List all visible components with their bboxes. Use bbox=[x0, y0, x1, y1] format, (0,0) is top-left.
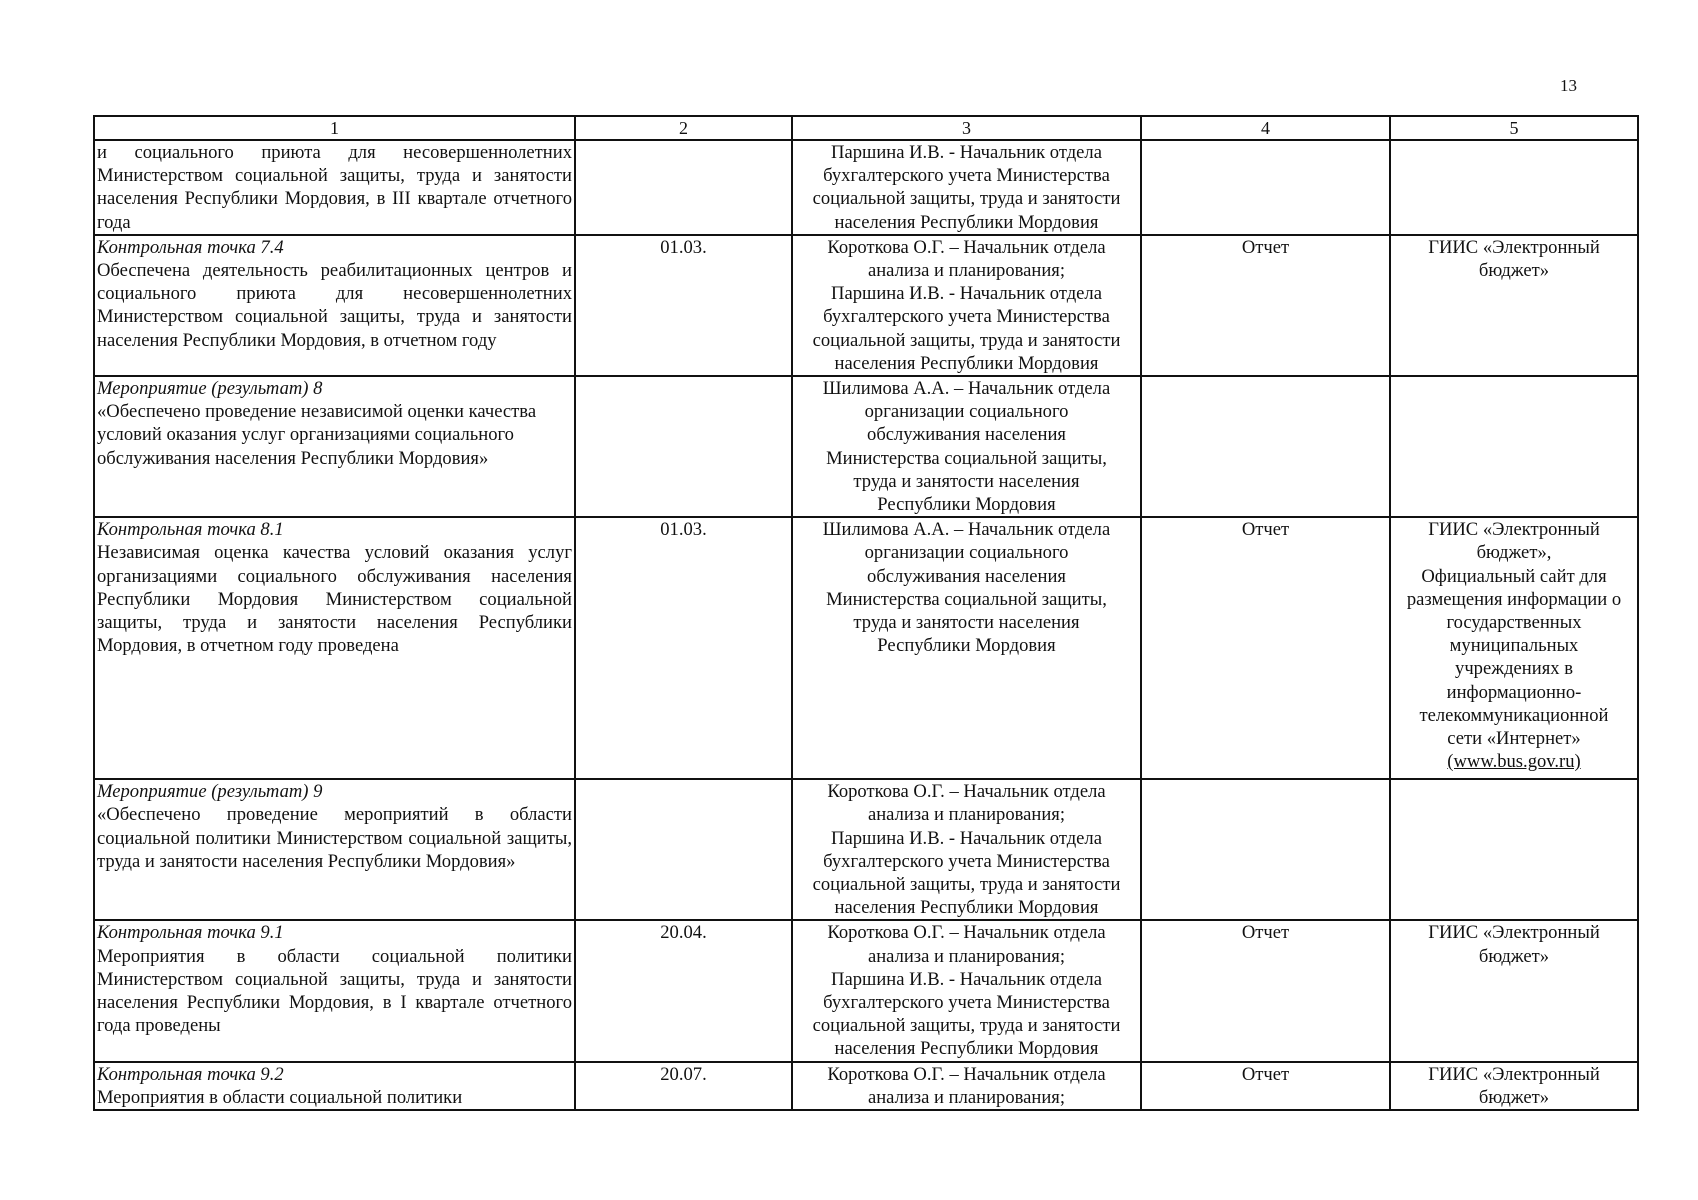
table-row bbox=[94, 517, 1638, 779]
responsible-line: социальной защиты, труда и занятости bbox=[812, 874, 1121, 896]
responsible-line: Короткова О.Г. – Начальник отдела bbox=[827, 781, 1106, 803]
responsible-line: Паршина И.В. - Начальник отдела bbox=[831, 283, 1102, 305]
responsible-line: обслуживания населения bbox=[867, 565, 1066, 587]
event-label: Мероприятие (результат) 8 bbox=[97, 378, 323, 400]
event-cell bbox=[94, 920, 575, 1061]
date-cell: 20.04. bbox=[575, 920, 792, 1061]
system-line: бюджет» bbox=[1478, 945, 1550, 967]
responsible-line: Паршина И.В. - Начальник отдела bbox=[831, 968, 1102, 990]
document-cell: Отчет bbox=[1141, 1062, 1390, 1110]
event-cell bbox=[94, 1062, 575, 1110]
control-points-table bbox=[93, 115, 1639, 1111]
system-cell bbox=[1390, 376, 1638, 517]
system-line: бюджет» bbox=[1478, 260, 1550, 282]
system-cell bbox=[1390, 235, 1638, 376]
event-description: Обеспечена деятельность реабилитационных центров и социального приюта для несовершеннолетних Министерством социальной защиты, труда и занятости населения Республики Мордовия, в отчетном году bbox=[97, 260, 572, 351]
column-header-1: 1 bbox=[94, 116, 575, 140]
table-row bbox=[94, 376, 1638, 517]
document-cell bbox=[1141, 140, 1390, 235]
date-cell: 20.07. bbox=[575, 1062, 792, 1110]
system-line: ГИИС «Электронный bbox=[1428, 922, 1600, 944]
responsible-line: Паршина И.В. - Начальник отдела bbox=[831, 827, 1102, 849]
responsible-line: Паршина И.В. - Начальник отдела bbox=[831, 142, 1102, 163]
event-description: Мероприятия в области социальной политики bbox=[97, 1086, 463, 1108]
responsible-cell bbox=[792, 376, 1141, 517]
system-line: информационно- bbox=[1446, 681, 1582, 703]
event-description: и социального приюта для несовершеннолетних Министерством социальной защиты, труда и занятости населения Республики Мордовия, в III квартале отчетного года bbox=[97, 142, 572, 233]
responsible-line: Короткова О.Г. – Начальник отдела bbox=[827, 236, 1106, 258]
date-cell bbox=[575, 779, 792, 920]
system-cell bbox=[1390, 140, 1638, 235]
event-label: Мероприятие (результат) 9 bbox=[97, 781, 323, 803]
responsible-line: обслуживания населения bbox=[867, 424, 1066, 446]
table-row bbox=[94, 920, 1638, 1061]
responsible-cell bbox=[792, 920, 1141, 1061]
event-description: Независимая оценка качества условий оказания услуг организациями социального обслуживания населения Республики Мордовия Министерством социальной защиты, труда и занятости населения Республики Мордовия, в отчетном году проведена bbox=[97, 542, 572, 657]
event-description: Мероприятия в области социальной политики Министерством социальной защиты, труда и занятости населения Республики Мордовия, в I квартале отчетного года проведены bbox=[97, 945, 572, 1037]
table-row bbox=[94, 235, 1638, 376]
responsible-line: труда и занятости населения bbox=[853, 612, 1080, 634]
document-cell bbox=[1141, 376, 1390, 517]
event-cell bbox=[94, 235, 575, 376]
responsible-line: населения Республики Мордовия bbox=[834, 211, 1099, 233]
system-line: бюджет», bbox=[1476, 542, 1552, 564]
table-header-row bbox=[94, 116, 1638, 140]
column-header-2: 2 bbox=[575, 116, 792, 140]
responsible-line: населения Республики Мордовия bbox=[834, 1038, 1099, 1060]
system-line: бюджет» bbox=[1478, 1086, 1550, 1108]
system-line: государственных bbox=[1446, 612, 1582, 634]
document-cell: Отчет bbox=[1141, 920, 1390, 1061]
responsible-line: Шилимова А.А. – Начальник отдела bbox=[822, 378, 1111, 400]
table-row bbox=[94, 779, 1638, 920]
control-point-label: Контрольная точка 9.1 bbox=[97, 922, 284, 944]
bus-gov-link[interactable]: (www.bus.gov.ru) bbox=[1447, 751, 1581, 773]
event-description: «Обеспечено проведение независимой оценки качества условий оказания услуг организациями социального обслуживания населения Республики Мордовия» bbox=[97, 401, 537, 469]
column-header-5: 5 bbox=[1390, 116, 1638, 140]
responsible-line: бухгалтерского учета Министерства bbox=[823, 850, 1110, 872]
responsible-line: населения Республики Мордовия bbox=[834, 897, 1099, 919]
responsible-cell bbox=[792, 235, 1141, 376]
responsible-line: Шилимова А.А. – Начальник отдела bbox=[822, 519, 1111, 541]
event-cell bbox=[94, 779, 575, 920]
system-line: Официальный сайт для bbox=[1421, 565, 1607, 587]
responsible-line: Короткова О.Г. – Начальник отдела bbox=[827, 922, 1106, 944]
responsible-line: труда и занятости населения bbox=[853, 470, 1080, 492]
responsible-line: бухгалтерского учета Министерства bbox=[823, 992, 1110, 1014]
control-point-label: Контрольная точка 7.4 bbox=[97, 236, 284, 258]
responsible-line: социальной защиты, труда и занятости bbox=[812, 1015, 1121, 1037]
date-cell: 01.03. bbox=[575, 517, 792, 779]
control-point-label: Контрольная точка 9.2 bbox=[97, 1063, 284, 1085]
system-cell bbox=[1390, 920, 1638, 1061]
responsible-line: Республики Мордовия bbox=[877, 635, 1056, 657]
document-cell: Отчет bbox=[1141, 517, 1390, 779]
table-row bbox=[94, 140, 1638, 235]
event-cell bbox=[94, 517, 575, 779]
date-cell: 01.03. bbox=[575, 235, 792, 376]
responsible-line: бухгалтерского учета Министерства bbox=[823, 165, 1110, 187]
responsible-line: социальной защиты, труда и занятости bbox=[812, 188, 1121, 210]
table-row bbox=[94, 1062, 1638, 1110]
responsible-line: бухгалтерского учета Министерства bbox=[823, 306, 1110, 328]
system-line: ГИИС «Электронный bbox=[1428, 236, 1600, 258]
responsible-line: населения Республики Мордовия bbox=[834, 352, 1099, 374]
system-line: телекоммуникационной bbox=[1419, 704, 1609, 726]
responsible-cell bbox=[792, 1062, 1141, 1110]
column-header-4: 4 bbox=[1141, 116, 1390, 140]
responsible-line: анализа и планирования; bbox=[867, 804, 1066, 826]
document-cell: Отчет bbox=[1141, 235, 1390, 376]
responsible-cell bbox=[792, 779, 1141, 920]
system-cell bbox=[1390, 1062, 1638, 1110]
system-line: ГИИС «Электронный bbox=[1428, 519, 1600, 541]
event-cell bbox=[94, 376, 575, 517]
system-line: сети «Интернет» bbox=[1447, 728, 1581, 750]
column-header-3: 3 bbox=[792, 116, 1141, 140]
responsible-cell bbox=[792, 517, 1141, 779]
system-line: учреждениях в bbox=[1455, 658, 1573, 680]
event-cell bbox=[94, 140, 575, 235]
control-point-label: Контрольная точка 8.1 bbox=[97, 519, 284, 541]
system-line: муниципальных bbox=[1449, 635, 1579, 657]
page-number: 13 bbox=[1560, 76, 1577, 95]
system-cell bbox=[1390, 779, 1638, 920]
responsible-line: Министерства социальной защиты, bbox=[826, 447, 1107, 469]
responsible-cell bbox=[792, 140, 1141, 235]
responsible-line: анализа и планирования; bbox=[867, 260, 1066, 282]
date-cell bbox=[575, 140, 792, 235]
date-cell bbox=[575, 376, 792, 517]
document-cell bbox=[1141, 779, 1390, 920]
responsible-line: Короткова О.Г. – Начальник отдела bbox=[827, 1063, 1106, 1085]
responsible-line: организации социального bbox=[864, 542, 1069, 564]
event-description: «Обеспечено проведение мероприятий в области социальной политики Министерством социальной защиты, труда и занятости населения Республики Мордовия» bbox=[97, 804, 572, 872]
responsible-line: Министерства социальной защиты, bbox=[826, 588, 1107, 610]
responsible-line: организации социального bbox=[864, 401, 1069, 423]
responsible-line: Республики Мордовия bbox=[877, 494, 1056, 516]
system-line: ГИИС «Электронный bbox=[1428, 1063, 1600, 1085]
responsible-line: социальной защиты, труда и занятости bbox=[812, 329, 1121, 351]
system-cell bbox=[1390, 517, 1638, 779]
responsible-line: анализа и планирования; bbox=[867, 1086, 1066, 1108]
system-line: размещения информации о bbox=[1406, 588, 1622, 610]
responsible-line: анализа и планирования; bbox=[867, 945, 1066, 967]
